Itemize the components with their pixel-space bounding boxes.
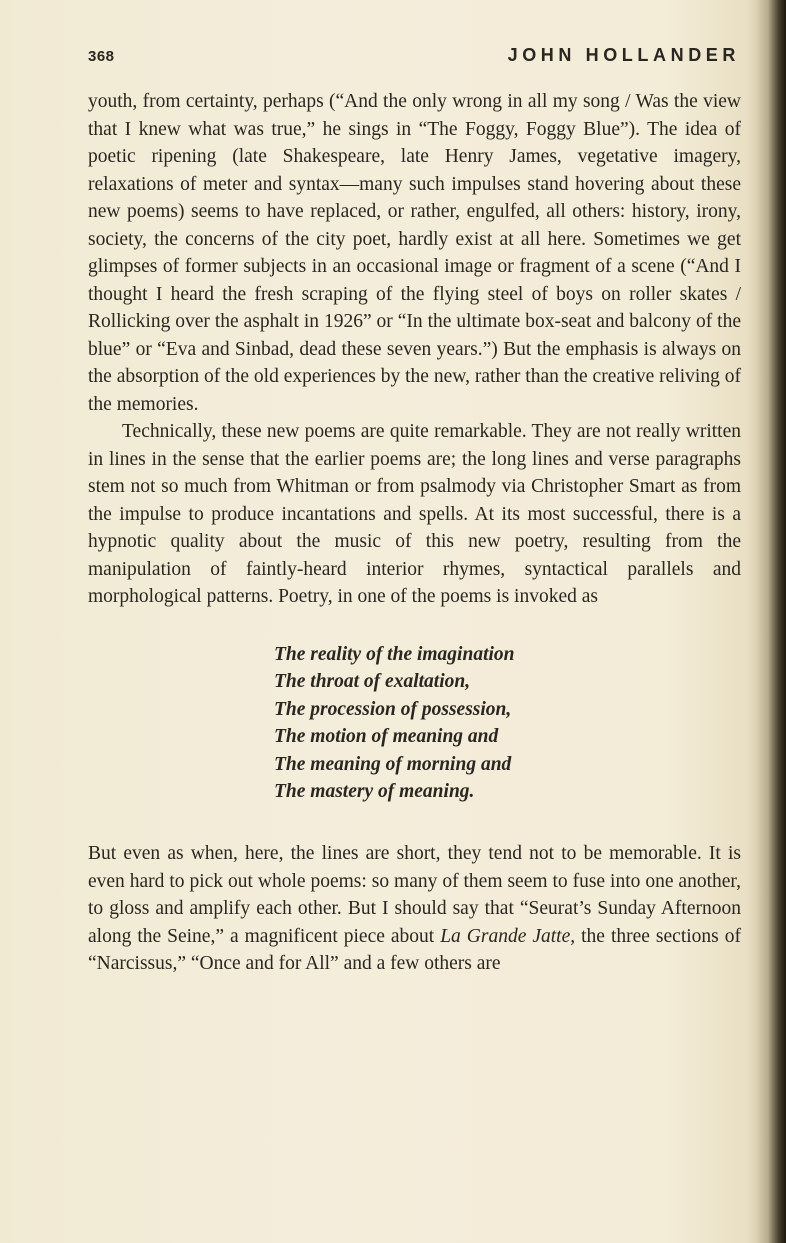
verse-line-5: The meaning of morning and	[274, 753, 512, 775]
paragraph-2: Technically, these new poems are quite remarkable. They are not really written in lines in the sense that the earlier poems are; the long lines and verse paragraphs stem not so much from Whitman or from psalmody via Christopher Smart as from the impulse to produce incantations and spells. At its most successful, there is a hypnotic quality about the music of this new poetry, resulting from the manipulation of faintly-heard interior rhymes, syntactical parallels and morphological patterns. Poetry, in one of the poems is invoked as	[88, 421, 741, 607]
paragraph-3	[88, 840, 741, 978]
paragraph-1: youth, from certainty, perhaps (“And the only wrong in all my song / Was the view that I knew what was true,” he sings in “The Foggy, Foggy Blue”). The idea of poetic ripening (late Shakespeare, late Henry James, vegetative imagery, relaxations of meter and syntax—many such impulses stand hovering about these new poems) seems to have replaced, or rather, engulfed, all others: history, irony, society, the concerns of the city poet, hardly exist at all here. Sometimes we get glimpses of former subjects in an occasional image or fragment of a scene (“And I thought I heard the fresh scraping of the flying steel of boys on roller skates / Rollicking over the asphalt in 1926” or “In the ultimate box-seat and balcony of the blue” or “Eva and Sinbad, dead these seven years.”) But the emphasis is always on the absorption of the old experiences by the new, rather than the creative reliving of the memories.	[88, 91, 741, 415]
paragraph-3-end: the three sections of “Narcissus,” “Once and for All” and a few others are	[88, 925, 741, 975]
verse-quotation	[274, 641, 741, 807]
body-text	[88, 88, 741, 978]
spine-shadow	[756, 0, 786, 1243]
running-head: JOHN HOLLANDER	[507, 45, 740, 65]
page-header	[88, 44, 740, 70]
artwork-title: La Grande Jatte,	[440, 925, 576, 947]
verse-line-3: The procession of possession,	[274, 698, 512, 720]
page-number: 368	[88, 48, 115, 65]
paragraph-3-start: But even as when, here, the lines are short, they tend not to be memorable. It is even hard to pick out whole poems: so many of them seem to fuse into one another, to gloss and amplify each other. But I should say that “Seurat’s Sunday Afternoon along the Seine,” a magnificent piece about	[88, 843, 741, 947]
verse-line-1: The reality of the imagination	[274, 643, 515, 665]
verse-line-4: The motion of meaning and	[274, 726, 499, 748]
verse-line-6: The mastery of meaning.	[274, 781, 475, 803]
verse-line-2: The throat of exaltation,	[274, 671, 471, 693]
